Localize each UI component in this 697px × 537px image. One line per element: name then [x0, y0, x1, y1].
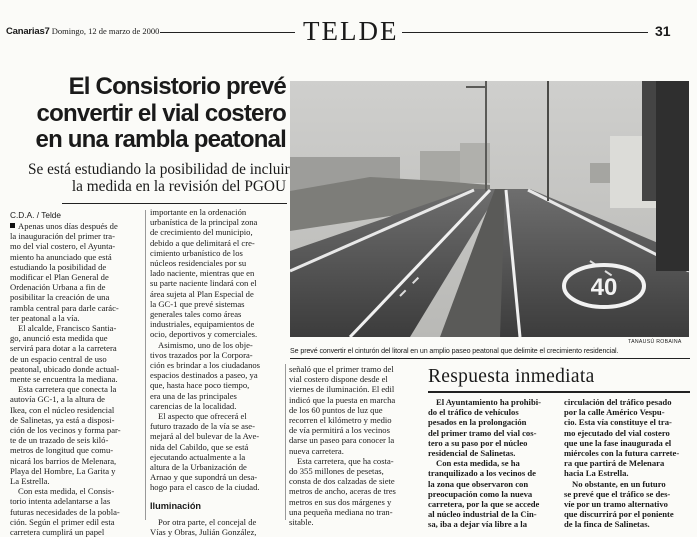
subsection-heading: Iluminación: [150, 500, 202, 511]
spacer: [150, 493, 282, 501]
text-line: miércoles con la futura carrete-: [564, 448, 680, 459]
text-line: ción. Según el primer edil esta: [10, 516, 115, 527]
text-line: Por otra parte, el concejal de: [158, 516, 257, 527]
text-line: víe por un tramo alternativo: [564, 499, 668, 510]
headline-line: convertir el vial costero: [36, 99, 286, 127]
text-line: núcleos residenciales por su: [150, 258, 247, 269]
text-line: peatonal, ubicado donde actual-: [10, 363, 120, 374]
text-line: de los 60 puntos de luz que: [289, 404, 383, 415]
text-line: [10, 221, 142, 231]
text-line: estudiando la posibilidad de: [10, 261, 107, 272]
section-title: TELDE: [303, 16, 399, 46]
article-start-square-icon: [10, 223, 15, 228]
text-line: urbanística de la principal zona: [150, 217, 258, 228]
text-line: nicará los barrios de Melenara,: [10, 455, 117, 466]
text-line: metros de ancho, aceras de tres: [289, 486, 396, 497]
text-line: tranquilizado a los vecinos de: [428, 468, 536, 479]
text-line: ra que partirá de Melenara: [564, 458, 665, 469]
header-rule-left: [160, 32, 295, 33]
text-line: hacia La Estrella.: [564, 468, 629, 479]
text-line: recorren el kilómetro y medio: [289, 415, 392, 426]
article-column-2: [150, 207, 282, 537]
text-line: miento ha anunciado que está: [10, 251, 112, 262]
text-line: mejará al del bulevar de la Ave-: [150, 431, 260, 442]
text-line: consta de dos calzadas de siete: [289, 476, 395, 487]
page-number: 31: [655, 23, 671, 39]
text-line: autovía GC-1, a la altura de: [10, 394, 105, 405]
text-line: Con esta medida, el Consis-: [18, 486, 115, 497]
text-line: Asimismo, uno de los obje-: [158, 339, 253, 350]
text-line: que discurrirá por el poniente: [564, 509, 674, 520]
text-line: área sujeta al Plan Especial de: [150, 288, 254, 299]
text-line: El alcalde, Francisco Santia-: [18, 323, 117, 334]
text-line: futuro trazado de la vía se ase-: [150, 421, 255, 432]
text-line: sitable.: [289, 517, 314, 528]
text-line: residencial de Salinetas.: [428, 448, 516, 459]
text-line: altura de la Urbanización de: [150, 462, 247, 473]
text-line: metros en sus dos márgenes y: [289, 496, 392, 507]
page-header-info: [6, 26, 159, 37]
text-line: El aspecto que ofrecerá el: [158, 411, 247, 422]
column-divider: [145, 210, 146, 520]
text-line: Esta carretera, que ha costa-: [297, 455, 394, 466]
sidebar-rule: [428, 391, 690, 393]
text-line: preocupación como la nueva: [428, 488, 533, 499]
article-headline: [28, 74, 286, 154]
caption-divider: [290, 358, 690, 359]
speed-limit-marking: 40: [590, 274, 618, 301]
text-line: Ikea, con el núcleo residencial: [10, 404, 115, 415]
text-line: la zona que observaron con: [428, 478, 529, 489]
text-line: ocio, deportivos y comerciales.: [150, 329, 258, 340]
photo-caption: Se prevé convertir el cinturón del litoral en un amplio paseo peatonal que delimite el crecimiento residencial.: [290, 347, 619, 355]
road-photo-illustration: [290, 81, 689, 337]
text-line: Esta carretera que conecta la: [18, 384, 117, 395]
text-line: cimiento urbanístico de los: [150, 247, 243, 258]
text-line: ejecutando actualmente a la: [150, 451, 246, 462]
subhead-line: la medida en la revisión del PGOU: [71, 178, 286, 195]
text-line: industriales, equipamientos de: [150, 319, 255, 330]
text-line: posibilitar la creación de una: [10, 292, 110, 303]
text-line: pesados en la prolongación: [428, 417, 527, 428]
text-line: ter peatonal a la vía.: [10, 312, 80, 323]
road-photo: [290, 81, 689, 337]
text-line: se prevé que el tráfico se des-: [564, 488, 671, 499]
text-line: nida del Cabildo, que se está: [150, 441, 249, 452]
text-line: nueva carretera.: [289, 445, 344, 456]
subhead-divider: [62, 203, 287, 204]
text-line: El Ayuntamiento ha prohibi-: [436, 397, 541, 407]
issue-date: Domingo, 12 de marzo de 2000: [51, 26, 160, 36]
text-line: debido a que delimitará el cre-: [150, 237, 255, 248]
sidebar-column-right: [564, 397, 690, 530]
text-line: de la finca de Salinetas.: [564, 519, 650, 530]
text-line: al núcleo industrial de la Cin-: [428, 509, 537, 520]
text-line: que une la fase inaugurada el: [564, 437, 672, 448]
sidebar-column-left: [428, 397, 554, 530]
text-line: modificar el Plan General de: [10, 272, 109, 283]
article-subheadline: [28, 161, 290, 195]
text-line: una pequeña mediana no tran-: [289, 506, 393, 517]
text-line: viernes de iluminación. El edil: [289, 384, 395, 395]
text-line: que, hasta hace poco tiempo,: [150, 380, 250, 391]
text-line: mo del vial costero, el Ayunta-: [10, 241, 116, 252]
text-line: tivos trazados por la Corpora-: [150, 349, 253, 360]
text-line: ción es brindar a los ciudadanos: [150, 360, 261, 371]
text-line: te de un trazado de seis kiló-: [10, 435, 109, 446]
text-line: metros de longitud que comu-: [10, 445, 114, 456]
text-line: de crecimiento del municipio,: [150, 227, 253, 238]
headline-line: en una rambla peatonal: [35, 126, 286, 153]
text-line: hogo para el casco de la ciudad.: [150, 482, 260, 493]
text-line: Playa del Hombre, La Garita y: [10, 465, 116, 476]
text-line: espacios destinados a paseo, ya: [150, 370, 258, 381]
text-line: de Salinetas, ya está a disposi-: [10, 414, 115, 425]
text-line: mo ejecutado del vial costero: [564, 427, 670, 438]
text-line: cio. Esta vía constituye el tra-: [564, 417, 672, 428]
text-line: Con esta medida, se ha: [436, 458, 520, 469]
text-line: sa, iba a dejar vía libre a la: [428, 519, 527, 530]
column-divider: [285, 364, 286, 520]
newspaper-name: Canarias7: [6, 26, 50, 37]
article-column-3: [289, 364, 415, 527]
text-line: Ordenación Urbana a fin de: [10, 282, 106, 293]
text-line: de vía permitirá a los vecinos: [289, 425, 390, 436]
text-line: indicó que la puesta en marcha: [289, 394, 396, 405]
text-line: por la calle Américo Vespu-: [564, 407, 665, 418]
text-line: Vías y Obras, Julián González,: [150, 527, 257, 537]
text-line: mente se encuentra la mediana.: [10, 374, 118, 385]
text-line: vial costero dispone desde el: [289, 374, 388, 385]
text-line: Arnao y que supondrá un desa-: [150, 472, 258, 483]
text-line: de un espacio central de uso: [10, 353, 107, 364]
text-line: señaló que el primer tramo del: [289, 364, 394, 374]
text-line: tero a su paso por el núcleo: [428, 437, 528, 448]
headline-line: El Consistorio prevé: [68, 73, 286, 100]
text-line: servirá para dotar a la carretera: [10, 343, 117, 354]
photo-credit: TANAUSÚ ROBAINA: [628, 339, 682, 345]
subhead-line: Se está estudiando la posibilidad de incluir: [28, 161, 290, 178]
byline: C.D.A. / Telde: [10, 210, 62, 220]
text-line: darse un paseo para conocer la: [289, 435, 395, 446]
text-line: la inauguración del primer tra-: [10, 231, 115, 242]
sidebar-title: Respuesta inmediata: [428, 366, 595, 387]
text-line: torio intenta adelantarse a las: [10, 496, 111, 507]
text-line: la GC-1 que prevé sistemas: [150, 298, 245, 309]
header-rule-right: [402, 32, 648, 33]
text-line: go, anunció esta medida que: [10, 333, 108, 344]
text-line: La Estrella.: [10, 476, 50, 487]
text-line: No obstante, en un futuro: [572, 478, 666, 489]
text-line: do 355 millones de pesetas,: [289, 466, 384, 477]
text-line: generales tales como áreas: [150, 309, 242, 320]
text-line: rambla central para darle carác-: [10, 302, 119, 313]
text-line: importante en la ordenación: [150, 207, 247, 217]
text-line: su parte naciente lindará con el: [150, 278, 257, 289]
text-line: circulación del tráfico pesado: [564, 397, 672, 407]
text-line: carencias de la localidad.: [150, 400, 237, 411]
text-line: del primer tramo del vial cos-: [428, 427, 537, 438]
text-line: lado naciente, mientras que en: [150, 268, 255, 279]
text-line: carretera cumplirá un papel: [10, 527, 105, 537]
text-line: carretera, por la que se accede: [428, 499, 540, 510]
text-line-content: Apenas unos días después de: [18, 221, 118, 231]
article-column-1: [10, 221, 142, 537]
text-line: do el tráfico de vehículos: [428, 407, 519, 418]
text-line: era una de las principales: [150, 390, 237, 401]
text-line: ción de los vecinos y forma par-: [10, 425, 121, 436]
text-line: futuras necesidades de la pobla-: [10, 506, 120, 517]
